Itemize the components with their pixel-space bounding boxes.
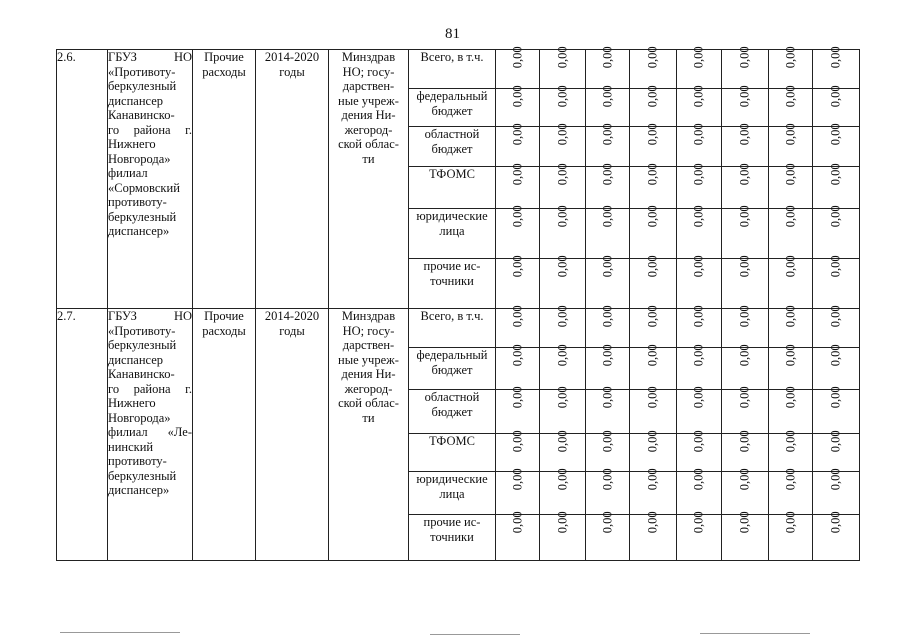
- value-text: 0,00: [645, 386, 660, 409]
- value-text: 0,00: [645, 511, 660, 534]
- table-row: [57, 50, 860, 89]
- funding-source-line: точники: [430, 529, 474, 544]
- value-cell: [677, 344, 722, 390]
- value-text: 0,00: [555, 468, 570, 491]
- value-cell: [540, 46, 586, 89]
- value-cell: [630, 386, 677, 434]
- org-line: беркулезный: [108, 79, 177, 93]
- executor-line: НО; госу-: [342, 64, 395, 79]
- funding-source: [409, 167, 496, 209]
- organization-name: [108, 309, 193, 561]
- period-line: 2014-2020: [264, 50, 320, 64]
- org-line: диспансер»: [108, 483, 170, 497]
- funding-source-line: бюджет: [431, 404, 473, 419]
- value-text: 0,00: [555, 511, 570, 534]
- value-text: 0,00: [645, 46, 660, 69]
- value-text: 0,00: [691, 430, 706, 453]
- value-text: 0,00: [783, 123, 798, 146]
- value-text: 0,00: [600, 344, 615, 367]
- value-text: 0,00: [691, 46, 706, 69]
- value-cell: [813, 430, 860, 472]
- org-line: го района г.: [108, 122, 192, 137]
- value-text: 0,00: [828, 430, 843, 453]
- org-line: нинский: [108, 439, 154, 454]
- executor: [329, 50, 409, 309]
- value-text: 0,00: [555, 430, 570, 453]
- value-text: 0,00: [600, 386, 615, 409]
- org-line: Канавинско-: [108, 108, 175, 122]
- org-line: противоту-: [108, 454, 167, 468]
- value-cell: [722, 305, 769, 348]
- value-text: 0,00: [600, 46, 615, 69]
- value-text: 0,00: [691, 305, 706, 328]
- value-text: 0,00: [645, 305, 660, 328]
- funding-source-line: юридические: [416, 209, 488, 223]
- org-line: противоту-: [108, 195, 167, 209]
- value-cell: [813, 163, 860, 209]
- org-line: Новгорода»: [108, 410, 171, 425]
- value-text: 0,00: [555, 205, 570, 228]
- value-text: 0,00: [737, 344, 752, 367]
- expense-line: Прочие: [204, 309, 244, 323]
- executor-line: дения Ни-: [341, 108, 396, 122]
- org-line: беркулезный: [108, 338, 177, 352]
- funding-source-line: лица: [439, 486, 465, 501]
- value-text: 0,00: [510, 255, 525, 278]
- value-text: 0,00: [783, 430, 798, 453]
- funding-source: [409, 348, 496, 390]
- org-line: «Сормовский: [108, 180, 180, 195]
- value-cell: [722, 511, 769, 561]
- value-cell: [769, 386, 813, 434]
- org-line: Нижнего: [108, 137, 156, 151]
- value-text: 0,00: [600, 205, 615, 228]
- value-cell: [496, 511, 540, 561]
- value-text: 0,00: [555, 46, 570, 69]
- value-text: 0,00: [691, 85, 706, 108]
- value-cell: [496, 85, 540, 127]
- page-number: 81: [445, 26, 460, 42]
- value-text: 0,00: [645, 344, 660, 367]
- value-cell: [540, 511, 586, 561]
- value-cell: [813, 305, 860, 348]
- period-line: 2014-2020: [264, 309, 320, 323]
- item-number: 2.6.: [57, 50, 108, 309]
- value-cell: [769, 344, 813, 390]
- value-cell: [630, 85, 677, 127]
- value-cell: [769, 305, 813, 348]
- period-line: годы: [279, 323, 305, 338]
- value-cell: [722, 46, 769, 89]
- value-text: 0,00: [737, 123, 752, 146]
- org-line: диспансер: [108, 93, 164, 108]
- org-line: беркулезный: [108, 209, 177, 224]
- value-cell: [540, 163, 586, 209]
- value-text: 0,00: [828, 511, 843, 534]
- value-text: 0,00: [737, 255, 752, 278]
- value-cell: [630, 46, 677, 89]
- value-cell: [496, 386, 540, 434]
- funding-source-line: юридические: [416, 472, 488, 486]
- org-line: Канавинско-: [108, 367, 175, 381]
- executor-line: ти: [362, 410, 375, 425]
- value-cell: [586, 255, 630, 309]
- value-cell: [630, 468, 677, 515]
- value-cell: [677, 305, 722, 348]
- value-text: 0,00: [783, 255, 798, 278]
- funding-source: [409, 309, 496, 348]
- value-text: 0,00: [828, 255, 843, 278]
- value-text: 0,00: [645, 205, 660, 228]
- value-text: 0,00: [691, 468, 706, 491]
- value-cell: [630, 305, 677, 348]
- executor-line: дарствен-: [342, 79, 395, 93]
- org-line: «Противоту-: [108, 64, 176, 79]
- value-text: 0,00: [691, 255, 706, 278]
- value-cell: [769, 430, 813, 472]
- value-text: 0,00: [828, 85, 843, 108]
- value-cell: [586, 205, 630, 259]
- funding-source-line: областной: [424, 127, 480, 141]
- executor-line: ти: [362, 151, 375, 166]
- expense-type: [193, 309, 256, 561]
- funding-source: [409, 390, 496, 434]
- value-cell: [496, 305, 540, 348]
- value-cell: [722, 163, 769, 209]
- executor-line: ные учреж-: [338, 93, 399, 108]
- value-text: 0,00: [600, 123, 615, 146]
- value-text: 0,00: [737, 85, 752, 108]
- value-cell: [496, 205, 540, 259]
- scan-mark: [700, 633, 810, 634]
- value-text: 0,00: [555, 123, 570, 146]
- value-text: 0,00: [645, 430, 660, 453]
- value-cell: [813, 468, 860, 515]
- executor-line: дения Ни-: [341, 367, 396, 381]
- period: [256, 50, 329, 309]
- value-cell: [769, 46, 813, 89]
- executor-line: ской облас-: [338, 396, 399, 410]
- org-line: диспансер»: [108, 224, 170, 238]
- value-cell: [813, 255, 860, 309]
- value-text: 0,00: [510, 163, 525, 186]
- value-cell: [586, 468, 630, 515]
- value-cell: [496, 123, 540, 167]
- value-text: 0,00: [691, 205, 706, 228]
- org-line: филиал: [108, 166, 148, 180]
- value-cell: [496, 344, 540, 390]
- value-cell: [722, 123, 769, 167]
- value-cell: [813, 85, 860, 127]
- executor-line: Минздрав: [341, 50, 396, 64]
- value-cell: [677, 430, 722, 472]
- org-line: «Противоту-: [108, 323, 176, 338]
- value-text: 0,00: [737, 305, 752, 328]
- value-text: 0,00: [600, 430, 615, 453]
- org-line: беркулезный: [108, 468, 177, 483]
- funding-source: [409, 472, 496, 515]
- value-cell: [677, 255, 722, 309]
- value-text: 0,00: [510, 344, 525, 367]
- value-cell: [586, 46, 630, 89]
- value-text: 0,00: [645, 123, 660, 146]
- value-text: 0,00: [783, 386, 798, 409]
- value-cell: [813, 46, 860, 89]
- value-cell: [540, 386, 586, 434]
- funding-source: [409, 127, 496, 167]
- value-cell: [540, 468, 586, 515]
- value-text: 0,00: [828, 46, 843, 69]
- funding-source-line: Всего, в т.ч.: [420, 50, 484, 64]
- value-cell: [769, 85, 813, 127]
- value-text: 0,00: [828, 344, 843, 367]
- org-line: филиал «Ле-: [108, 425, 192, 439]
- value-text: 0,00: [783, 46, 798, 69]
- value-cell: [813, 386, 860, 434]
- value-cell: [813, 205, 860, 259]
- value-text: 0,00: [783, 85, 798, 108]
- expense-type: [193, 50, 256, 309]
- value-text: 0,00: [510, 46, 525, 69]
- executor-line: жегород-: [344, 122, 393, 137]
- funding-source-line: федеральный: [416, 89, 488, 103]
- value-cell: [722, 205, 769, 259]
- value-text: 0,00: [555, 305, 570, 328]
- funding-source: [409, 89, 496, 127]
- expense-line: расходы: [202, 64, 246, 79]
- value-cell: [722, 85, 769, 127]
- value-text: 0,00: [510, 123, 525, 146]
- scan-mark: [60, 632, 180, 633]
- value-cell: [769, 163, 813, 209]
- value-cell: [586, 85, 630, 127]
- org-line: Новгорода»: [108, 151, 171, 166]
- value-text: 0,00: [645, 163, 660, 186]
- value-text: 0,00: [828, 205, 843, 228]
- value-cell: [540, 255, 586, 309]
- funding-source-line: прочие ис-: [423, 259, 481, 273]
- value-text: 0,00: [737, 46, 752, 69]
- value-cell: [496, 255, 540, 309]
- value-text: 0,00: [600, 305, 615, 328]
- org-line: ГБУЗ НО: [108, 50, 192, 64]
- value-text: 0,00: [600, 511, 615, 534]
- value-cell: [677, 386, 722, 434]
- value-text: 0,00: [783, 163, 798, 186]
- value-cell: [586, 344, 630, 390]
- value-text: 0,00: [737, 163, 752, 186]
- value-cell: [813, 344, 860, 390]
- budget-table: [56, 46, 860, 561]
- executor-line: жегород-: [344, 381, 393, 396]
- value-text: 0,00: [691, 344, 706, 367]
- value-cell: [496, 163, 540, 209]
- value-text: 0,00: [645, 85, 660, 108]
- value-cell: [722, 386, 769, 434]
- executor-line: НО; госу-: [342, 323, 395, 338]
- org-line: ГБУЗ НО: [108, 309, 192, 323]
- value-cell: [496, 468, 540, 515]
- period-line: годы: [279, 64, 305, 79]
- funding-source-line: бюджет: [431, 362, 473, 377]
- value-text: 0,00: [737, 511, 752, 534]
- funding-source: [409, 259, 496, 309]
- value-text: 0,00: [510, 85, 525, 108]
- value-text: 0,00: [600, 85, 615, 108]
- funding-source: [409, 515, 496, 561]
- executor-line: Минздрав: [341, 309, 396, 323]
- funding-source: [409, 50, 496, 89]
- executor-line: ные учреж-: [338, 352, 399, 367]
- value-text: 0,00: [737, 430, 752, 453]
- value-text: 0,00: [737, 468, 752, 491]
- value-text: 0,00: [783, 205, 798, 228]
- value-text: 0,00: [555, 163, 570, 186]
- value-cell: [813, 123, 860, 167]
- value-cell: [586, 305, 630, 348]
- value-cell: [677, 46, 722, 89]
- funding-source-line: лица: [439, 223, 465, 238]
- executor-line: дарствен-: [342, 338, 395, 352]
- value-text: 0,00: [510, 511, 525, 534]
- value-cell: [813, 511, 860, 561]
- value-cell: [540, 430, 586, 472]
- value-cell: [586, 386, 630, 434]
- value-text: 0,00: [691, 163, 706, 186]
- value-cell: [677, 511, 722, 561]
- table-body: [57, 46, 860, 561]
- value-cell: [722, 468, 769, 515]
- item-number: 2.7.: [57, 309, 108, 561]
- value-text: 0,00: [783, 468, 798, 491]
- value-cell: [630, 123, 677, 167]
- value-text: 0,00: [510, 430, 525, 453]
- org-line: го района г.: [108, 381, 192, 396]
- value-text: 0,00: [555, 386, 570, 409]
- org-line: Нижнего: [108, 396, 156, 410]
- value-cell: [630, 205, 677, 259]
- executor-line: ской облас-: [338, 137, 399, 151]
- value-cell: [677, 85, 722, 127]
- value-cell: [540, 123, 586, 167]
- funding-source-line: прочие ис-: [423, 515, 481, 529]
- value-text: 0,00: [691, 511, 706, 534]
- funding-source-line: областной: [424, 390, 480, 404]
- value-text: 0,00: [828, 386, 843, 409]
- value-text: 0,00: [555, 255, 570, 278]
- expense-line: расходы: [202, 323, 246, 338]
- value-text: 0,00: [600, 468, 615, 491]
- value-text: 0,00: [510, 205, 525, 228]
- value-cell: [769, 255, 813, 309]
- value-text: 0,00: [783, 305, 798, 328]
- value-cell: [586, 123, 630, 167]
- value-cell: [722, 255, 769, 309]
- funding-source-line: бюджет: [431, 103, 473, 118]
- organization-name: [108, 50, 193, 309]
- period: [256, 309, 329, 561]
- value-text: 0,00: [783, 344, 798, 367]
- value-cell: [496, 46, 540, 89]
- funding-source-line: бюджет: [431, 141, 473, 156]
- value-text: 0,00: [645, 255, 660, 278]
- value-text: 0,00: [645, 468, 660, 491]
- value-cell: [540, 85, 586, 127]
- value-text: 0,00: [828, 305, 843, 328]
- value-text: 0,00: [510, 468, 525, 491]
- table-row: [57, 309, 860, 348]
- value-cell: [769, 511, 813, 561]
- value-cell: [677, 468, 722, 515]
- value-cell: [540, 305, 586, 348]
- value-text: 0,00: [828, 123, 843, 146]
- value-text: 0,00: [510, 305, 525, 328]
- scan-mark: [430, 634, 520, 635]
- funding-source: [409, 434, 496, 472]
- expense-line: Прочие: [204, 50, 244, 64]
- funding-source-line: точники: [430, 273, 474, 288]
- value-cell: [630, 511, 677, 561]
- value-text: 0,00: [737, 205, 752, 228]
- funding-source: [409, 209, 496, 259]
- value-cell: [630, 163, 677, 209]
- value-cell: [677, 205, 722, 259]
- value-cell: [769, 205, 813, 259]
- value-text: 0,00: [828, 163, 843, 186]
- value-cell: [540, 205, 586, 259]
- value-text: 0,00: [828, 468, 843, 491]
- value-text: 0,00: [510, 386, 525, 409]
- value-text: 0,00: [555, 85, 570, 108]
- value-cell: [630, 255, 677, 309]
- funding-source-line: федеральный: [416, 348, 488, 362]
- value-text: 0,00: [691, 123, 706, 146]
- value-cell: [769, 468, 813, 515]
- executor: [329, 309, 409, 561]
- value-text: 0,00: [600, 255, 615, 278]
- value-text: 0,00: [600, 163, 615, 186]
- value-cell: [677, 163, 722, 209]
- funding-source-line: Всего, в т.ч.: [420, 309, 484, 323]
- value-cell: [722, 344, 769, 390]
- value-cell: [540, 344, 586, 390]
- org-line: диспансер: [108, 352, 164, 367]
- value-cell: [769, 123, 813, 167]
- value-cell: [586, 511, 630, 561]
- value-text: 0,00: [783, 511, 798, 534]
- value-cell: [496, 430, 540, 472]
- funding-source-line: ТФОМС: [429, 167, 475, 181]
- value-cell: [586, 430, 630, 472]
- value-cell: [630, 344, 677, 390]
- value-cell: [722, 430, 769, 472]
- value-cell: [586, 163, 630, 209]
- value-cell: [630, 430, 677, 472]
- value-text: 0,00: [691, 386, 706, 409]
- funding-source-line: ТФОМС: [429, 434, 475, 448]
- value-cell: [677, 123, 722, 167]
- value-text: 0,00: [555, 344, 570, 367]
- value-text: 0,00: [737, 386, 752, 409]
